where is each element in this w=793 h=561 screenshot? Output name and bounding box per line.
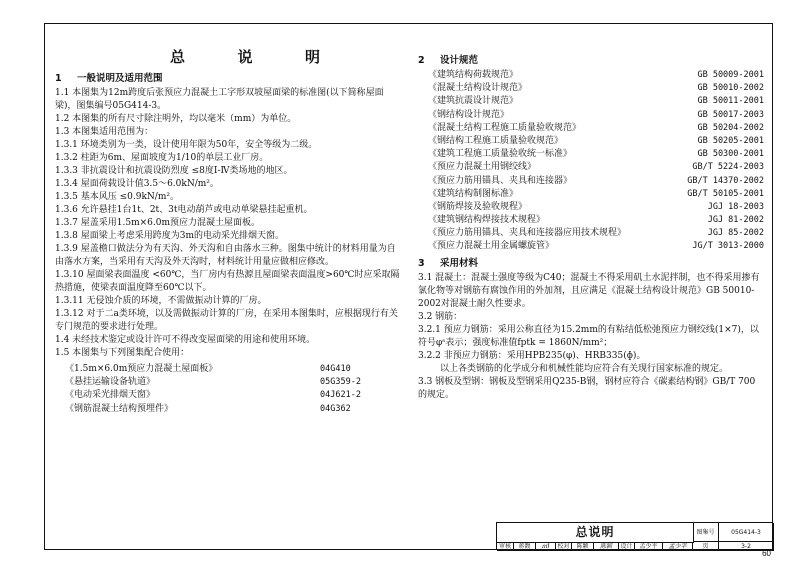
material-clause: 3.3 钢板及型钢：钢板及型钢采用Q235-B钢，钢材应符合《碳素结构钢》GB/T 700的规定。 (418, 376, 756, 400)
design-code-row (418, 201, 764, 214)
code-number: GB/T 50105-2001 (687, 188, 764, 199)
code-name: 《钢结构设计规范》 (428, 109, 510, 120)
code-number: GB 50205-2001 (697, 135, 764, 146)
code-number: GB/T 5224-2003 (692, 162, 764, 173)
companion-atlas-row (55, 376, 400, 389)
title-block-title: 总说明 (497, 523, 694, 543)
atlas-name: 《钢筋混凝土结构预埋件》 (65, 403, 174, 414)
section-title: 设计规范 (440, 55, 479, 66)
reviewer-name: 蒋馥 (514, 542, 536, 551)
design-code-row (418, 109, 764, 122)
code-name: 《预应力筋用锚具、夹具和连接器应用技术规程》 (428, 228, 627, 239)
section-number: 2 (418, 55, 425, 66)
atlas-code: 04G410 (320, 364, 351, 374)
code-number: GB/T 14370-2002 (687, 175, 764, 186)
clause-text: 1.3.7 屋盖采用1.5m×6.0m预应力混凝土屋面板。 (55, 218, 260, 228)
code-number: JG/T 3013-2000 (692, 241, 764, 252)
design-code-row (418, 240, 764, 253)
design-code-row (418, 227, 764, 240)
checker-signature: 陈颖 (594, 542, 619, 551)
code-name: 《建筑工程施工质量验收统一标准》 (428, 149, 573, 160)
page-number: 60 (762, 549, 771, 558)
code-number: JGJ 81-2002 (707, 215, 764, 226)
design-code-row (418, 82, 764, 95)
material-clause: 3.2.2 非预应力钢筋：采用HPB235(φ)、HRB335(ɸ)。 (418, 350, 646, 361)
design-code-row (418, 135, 764, 148)
atlas-code: 05G359-2 (320, 377, 361, 388)
companion-atlas-list (55, 363, 400, 416)
atlas-code: 04J621-2 (320, 390, 361, 401)
checker-name: 陈颖 (572, 542, 594, 551)
companion-atlas-row (55, 363, 400, 376)
code-number: GB 50011-2001 (697, 96, 764, 107)
atlas-name: 《电动采光排烟天窗》 (65, 390, 156, 401)
code-name: 《钢筋焊接及验收规程》 (428, 201, 528, 212)
clause-text: 1.4 未经技术鉴定或设计许可不得改变屋面梁的用途和使用环境。 (55, 335, 316, 345)
clause-text: 1.3.8 屋面梁上考虑采用跨度为3m的电动采光排烟天窗。 (55, 231, 285, 241)
code-name: 《混凝土结构工程施工质量验收规范》 (428, 122, 582, 133)
design-code-row (418, 161, 764, 174)
clause-text: 1.3.3 非抗震设计和抗震设防烈度 ≤8度Ⅰ-Ⅳ类场地的地区。 (55, 166, 293, 176)
design-code-row (418, 214, 764, 227)
atlas-name: 《1.5m×6.0m预应力混凝土屋面板》 (65, 364, 218, 374)
designer-signature: 孟少平 (663, 542, 693, 551)
companion-atlas-row (55, 389, 400, 402)
clause-text: 1.3.4 屋面荷载设计值3.5～6.0kN/m²。 (55, 179, 219, 189)
clause-text: 1.3.10 屋面梁表面温度 <60℃，当厂房内有热源且屋面梁表面温度>60℃时应采取隔热措施，使梁表面温度降至60℃以下。 (55, 270, 400, 293)
code-number: GB 50017-2003 (697, 109, 764, 120)
section-heading-materials (418, 257, 764, 270)
check-label: 校对 (556, 542, 572, 551)
code-name: 《钢结构工程施工质量验收规范》 (428, 135, 564, 146)
companion-atlas-row (55, 403, 400, 416)
material-clause: 以上各类钢筋的化学成分和机械性能均应符合有关现行国家标准的规定。 (440, 363, 729, 374)
section-heading (55, 72, 400, 85)
design-code-row (418, 122, 764, 135)
section-title: 采用材料 (440, 257, 479, 269)
code-name: 《预应力混凝土用钢绞线》 (428, 162, 537, 173)
design-code-row (418, 69, 764, 82)
atlas-number: 05G414-3 (719, 523, 774, 542)
clause-text: 1.3.5 基本风压 ≤0.9kN/m²。 (55, 192, 179, 202)
code-number: GB 50204-2002 (697, 122, 764, 133)
code-name: 《建筑结构荷载规范》 (428, 70, 519, 80)
page-label: 页 (693, 542, 719, 551)
clause-text: 1.3.9 屋盖檐口做法分为有天沟、外天沟和自由落水三种。图集中统计的材料用量为自由落水方案，当采用有天沟及外天沟时，材料统计用量应做相应修改。 (55, 244, 396, 267)
code-name: 《预应力混凝土用金属螺旋管》 (428, 241, 555, 252)
clause-text: 1.3.2 柱距为6m、屋面坡度为1/10的单层工业厂房。 (55, 153, 269, 163)
sheet-page-number: 3-2 (719, 542, 774, 551)
code-number: GB 50009-2001 (697, 70, 764, 80)
clause-text: 1.5 本图集与下列图集配合使用： (55, 348, 190, 358)
designer-name: 孟少平 (635, 542, 663, 551)
clause-text: 1.3.12 对于二a类环境，以及需做振动计算的厂房，在采用本图集时，应根据现行有关专门规范的要求进行处理。 (55, 309, 398, 332)
section-number: 1 (55, 73, 62, 84)
section-number: 3 (418, 257, 425, 269)
design-code-row (418, 175, 764, 188)
material-clause: 3.1 混凝土：混凝土强度等级为C40；混凝土不得采用矶土水泥拌制，也不得采用掺有氯化物等对钢筋有腐蚀作用的外加剂，且应满足《混凝土结构设计规范》GB 50010-2002对混凝土耐久性要求。 (418, 272, 760, 309)
clause-text: 1.3.11 无侵蚀介质的环境，不需做振动计算的厂房。 (55, 296, 267, 306)
material-clause: 3.2.1 预应力钢筋：采用公称直径为15.2mm的有粘结低松弛预应力钢绞线(1×7)，以符号φˢ表示；强度标准值fptk = 1860N/mm²； (418, 324, 759, 348)
code-number: GB 50010-2002 (697, 83, 764, 94)
material-clause: 3.2 钢筋： (418, 311, 463, 322)
design-code-row (418, 95, 764, 108)
clause-text: 1.3.1 环境类别为一类，设计使用年限为50年，安全等级为二级。 (55, 140, 318, 150)
section-heading-codes (418, 54, 764, 67)
code-name: 《建筑钢结构焊接技术规程》 (428, 215, 546, 226)
code-number: JGJ 85-2002 (707, 228, 764, 239)
design-code-row (418, 148, 764, 161)
design-label: 设计 (619, 542, 635, 551)
reviewer-signature: ㎡Ⅰ (536, 542, 556, 551)
design-code-list (418, 69, 764, 254)
code-name: 《建筑结构制图标准》 (428, 188, 519, 199)
code-name: 《预应力筋用锚具、夹具和连接器》 (428, 175, 573, 186)
clause-text: 1.1 本图集为12m跨度后张预应力混凝土工字形双坡屋面梁的标准图(以下简称屋面梁)，图集编号05G414-3。 (55, 88, 384, 111)
review-label: 审核 (497, 542, 514, 551)
code-name: 《建筑抗震设计规范》 (428, 96, 519, 107)
clause-text: 1.3 本图集适用范围为： (55, 127, 154, 137)
clause-text: 1.3.6 允许悬挂1台1t、2t、3t电动葫芦或电动单梁悬挂起重机。 (55, 205, 313, 215)
design-code-row (418, 188, 764, 201)
code-number: GB 50300-2001 (697, 149, 764, 160)
atlas-name: 《悬挂运输设备轨道》 (65, 377, 156, 388)
atlas-code: 04G362 (320, 403, 351, 414)
page-title: 总 说 明 (170, 48, 320, 66)
code-number: JGJ 18-2003 (707, 201, 764, 212)
clause-text: 1.2 本图集的所有尺寸除注明外，均以毫米（mm）为单位。 (55, 114, 297, 124)
left-column (55, 70, 400, 416)
section-title: 一般说明及适用范围 (77, 73, 163, 84)
right-column (418, 52, 764, 402)
title-block (496, 522, 773, 550)
code-name: 《混凝土结构设计规范》 (428, 83, 528, 94)
atlas-label: 图集号 (693, 523, 719, 542)
